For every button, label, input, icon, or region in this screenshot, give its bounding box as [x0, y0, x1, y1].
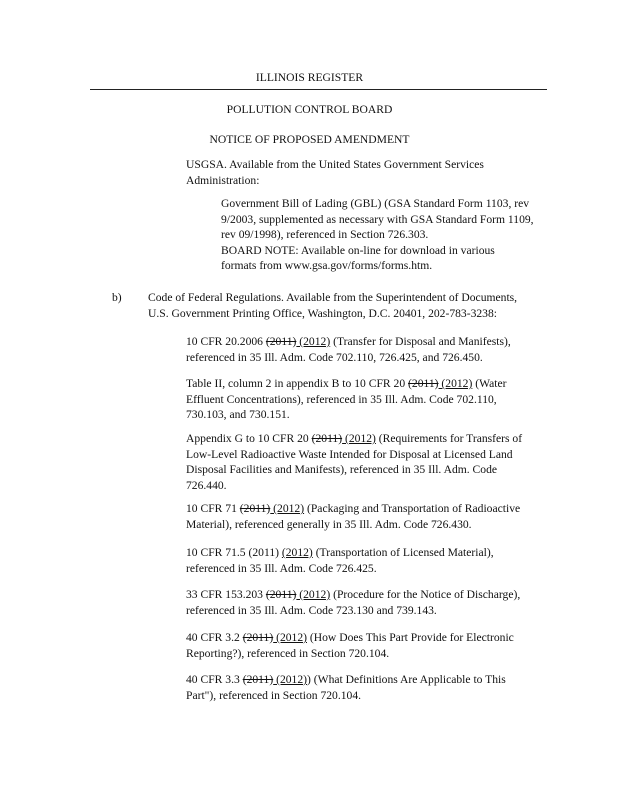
cfr-entry: 10 CFR 20.2006 (2011) (2012) (Transfer for Disposal and Manifests), referenced in 35 Ill. Adm. Code 702.110, 726.425, and 726.450. — [186, 335, 511, 364]
cfr-entry: 40 CFR 3.2 (2011) (2012) (How Does This Part Provide for Electronic Reporting?), referenced in Section 720.104. — [186, 631, 514, 660]
notice-title: NOTICE OF PROPOSED AMENDMENT — [209, 133, 410, 146]
cfr-entry: 40 CFR 3.3 (2011) (2012)) (What Definitions Are Applicable to This Part"), referenced in Section 720.104. — [186, 673, 506, 702]
cfr-entry: 10 CFR 71.5 (2011) (2012) (Transportation of Licensed Material), referenced in 35 Ill. Adm. Code 726.425. — [186, 546, 494, 575]
usgsa-intro: USGSA. Available from the United States Government Services Administration: — [186, 158, 484, 187]
header-divider — [90, 89, 547, 90]
cfr-intro: Code of Federal Regulations. Available from the Superintendent of Documents, U.S. Government Printing Office, Washington, D.C. 20401, 202-783-3238: — [148, 291, 518, 320]
register-title: ILLINOIS REGISTER — [255, 71, 364, 84]
board-title: POLLUTION CONTROL BOARD — [226, 103, 393, 116]
usgsa-gbl: Government Bill of Lading (GBL) (GSA Standard Form 1103, rev 9/2003, supplemented as necessary with GSA Standard Form 1109, rev 09/1998), referenced in Section 726.303. BOARD NOTE: Available on-line for download in various formats from www.gsa.gov/forms/forms.htm. — [221, 197, 534, 272]
cfr-entry: Appendix G to 10 CFR 20 (2011) (2012) (Requirements for Transfers of Low-Level Radioactive Waste Intended for Disposal at Licensed Land Disposal Facilities and Manifests), referenced in 35 Ill. Adm. Code 726.440. — [186, 432, 523, 492]
section-label: b) — [112, 291, 122, 304]
cfr-entry: 10 CFR 71 (2011) (2012) (Packaging and Transportation of Radioactive Material), referenced generally in 35 Ill. Adm. Code 726.430. — [186, 502, 521, 531]
cfr-entry: Table II, column 2 in appendix B to 10 CFR 20 (2011) (2012) (Water Effluent Concentrations), referenced in 35 Ill. Adm. Code 702.110, 730.103, and 730.151. — [186, 377, 507, 421]
cfr-entry: 33 CFR 153.203 (2011) (2012) (Procedure for the Notice of Discharge), referenced in 35 Ill. Adm. Code 723.130 and 739.143. — [186, 588, 521, 617]
